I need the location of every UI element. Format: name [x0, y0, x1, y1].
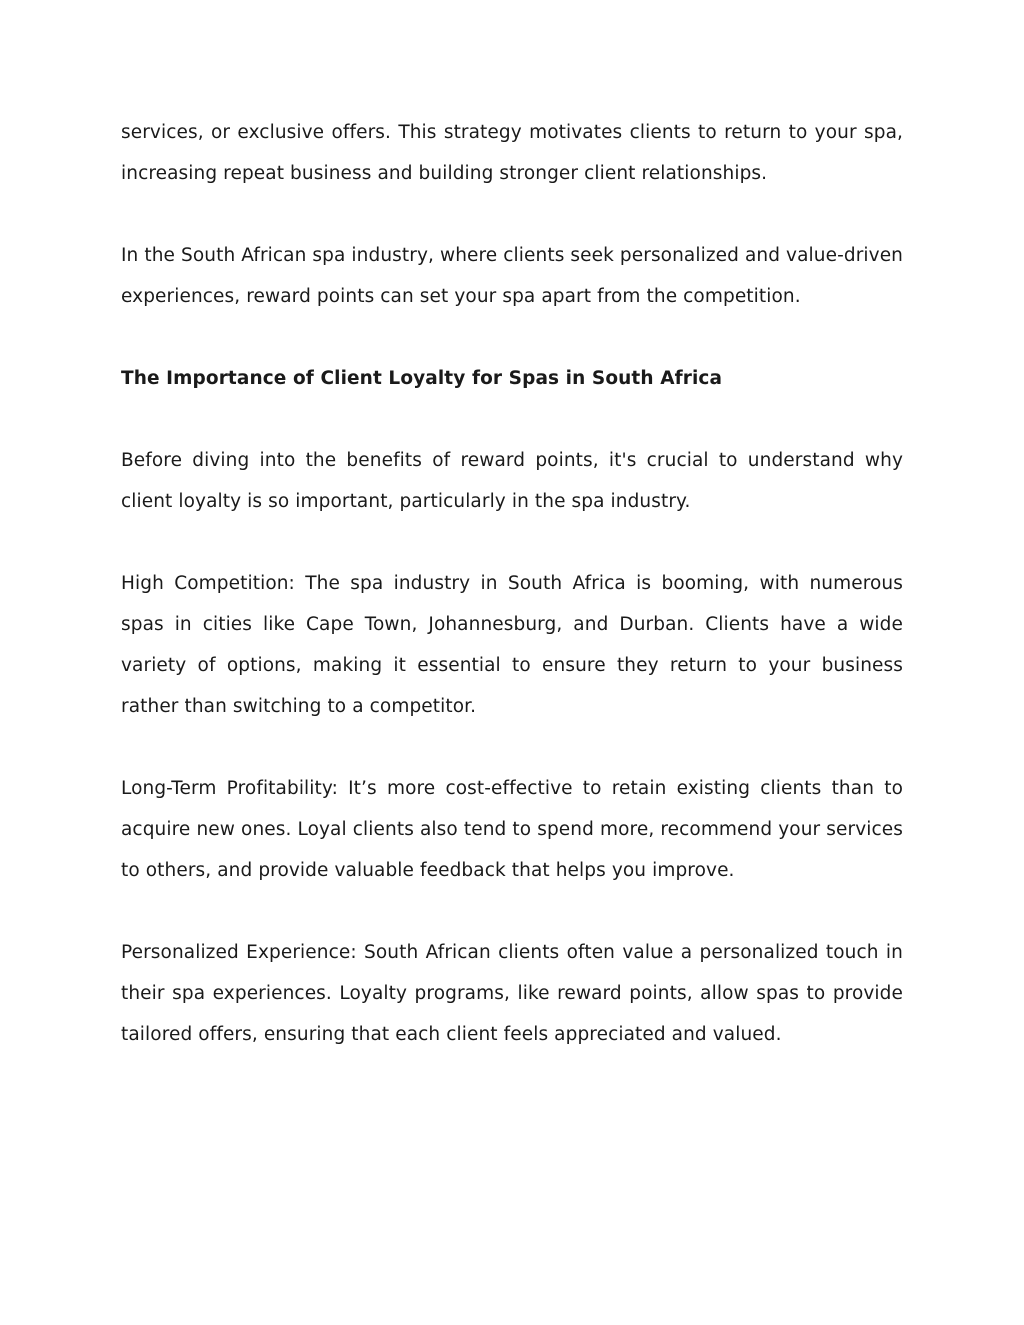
- section-heading: The Importance of Client Loyalty for Spas in South Africa: [121, 368, 723, 389]
- document-page: [121, 112, 903, 1096]
- paragraph-personalized-experience: Personalized Experience: South African clients often value a personalized touch in their spa experiences. Loyalty programs, like reward points, allow spas to provide tailored offers, ensuring that each client feels appreciated and valued.: [121, 942, 903, 1045]
- paragraph-intro-continued: services, or exclusive offers. This strategy motivates clients to return to your spa, increasing repeat business and building stronger client relationships.: [121, 122, 903, 184]
- paragraph-high-competition: High Competition: The spa industry in South Africa is booming, with numerous spas in cities like Cape Town, Johannesburg, and Durban. Clients have a wide variety of options, making it essential to ensure they return to your business rather than switching to a competitor.: [121, 573, 903, 717]
- paragraph-long-term-profitability: Long-Term Profitability: It’s more cost-effective to retain existing clients than to acquire new ones. Loyal clients also tend to spend more, recommend your services to others, and provide valuable feedback that helps you improve.: [121, 778, 903, 881]
- paragraph-before-diving: Before diving into the benefits of reward points, it's crucial to understand why client loyalty is so important, particularly in the spa industry.: [121, 450, 903, 512]
- paragraph-south-african-spa-industry: In the South African spa industry, where clients seek personalized and value-driven experiences, reward points can set your spa apart from the competition.: [121, 245, 903, 307]
